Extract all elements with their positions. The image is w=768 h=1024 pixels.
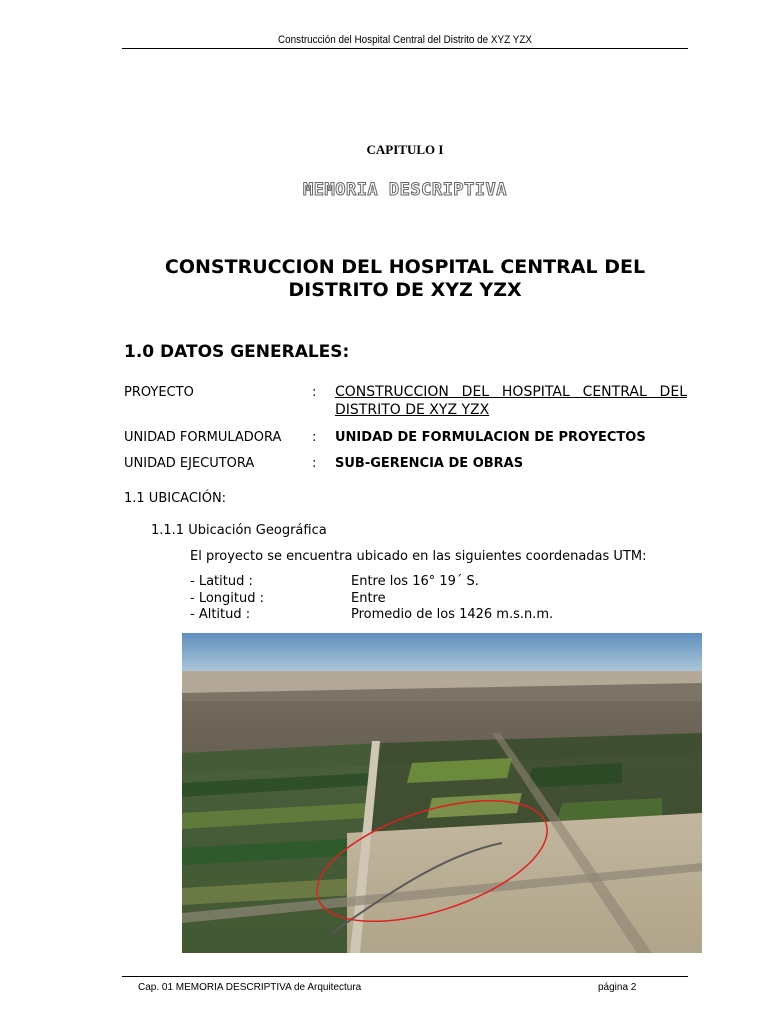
coord-value-latitud: Entre los 16° 19´ S. [351, 574, 479, 589]
aerial-photo-illustration [182, 633, 702, 953]
section-heading: 1.0 DATOS GENERALES: [124, 342, 350, 362]
subsubsection-heading: 1.1.1 Ubicación Geográfica [151, 523, 327, 538]
coord-label-altitud: - Altitud : [190, 607, 251, 622]
row-colon: : [312, 385, 317, 400]
title-line-1: CONSTRUCCION DEL HOSPITAL CENTRAL DEL [164, 256, 646, 278]
title-line-2: DISTRITO DE XYZ YZX [288, 279, 522, 301]
footer-rule [122, 976, 688, 977]
aerial-site-photo [182, 633, 702, 953]
footer-page-number: página 2 [598, 982, 637, 993]
coord-label-longitud: - Longitud : [190, 591, 264, 606]
row-value-unidad-formuladora: UNIDAD DE FORMULACION DE PROYECTOS [335, 430, 646, 445]
row-colon: : [312, 430, 317, 445]
row-label-unidad-formuladora: UNIDAD FORMULADORA [124, 430, 282, 445]
row-value-unidad-ejecutora: SUB-GERENCIA DE OBRAS [335, 456, 524, 471]
running-header: Construcción del Hospital Central del Distrito de XYZ YZX [277, 34, 533, 46]
row-label-proyecto: PROYECTO [124, 385, 194, 400]
row-label-unidad-ejecutora: UNIDAD EJECUTORA [124, 456, 255, 471]
document-title [150, 256, 660, 302]
footer-chapter-label: Cap. 01 MEMORIA DESCRIPTIVA de Arquitectura [138, 982, 362, 993]
row-colon: : [312, 456, 317, 471]
coord-value-altitud: Promedio de los 1426 m.s.n.m. [351, 607, 554, 622]
subsection-heading: 1.1 UBICACIÓN: [124, 491, 227, 506]
coordinates-intro: El proyecto se encuentra ubicado en las siguientes coordenadas UTM: [190, 549, 647, 564]
coord-label-latitud: - Latitud : [190, 574, 253, 589]
chapter-subtitle: MEMORIA DESCRIPTIVA [303, 180, 507, 200]
header-rule [122, 48, 688, 49]
coord-value-longitud: Entre [351, 591, 386, 606]
row-value-proyecto: CONSTRUCCION DEL HOSPITAL CENTRAL DEL DISTRITO DE XYZ YZX [335, 384, 687, 418]
chapter-label: CAPITULO I [366, 142, 444, 157]
